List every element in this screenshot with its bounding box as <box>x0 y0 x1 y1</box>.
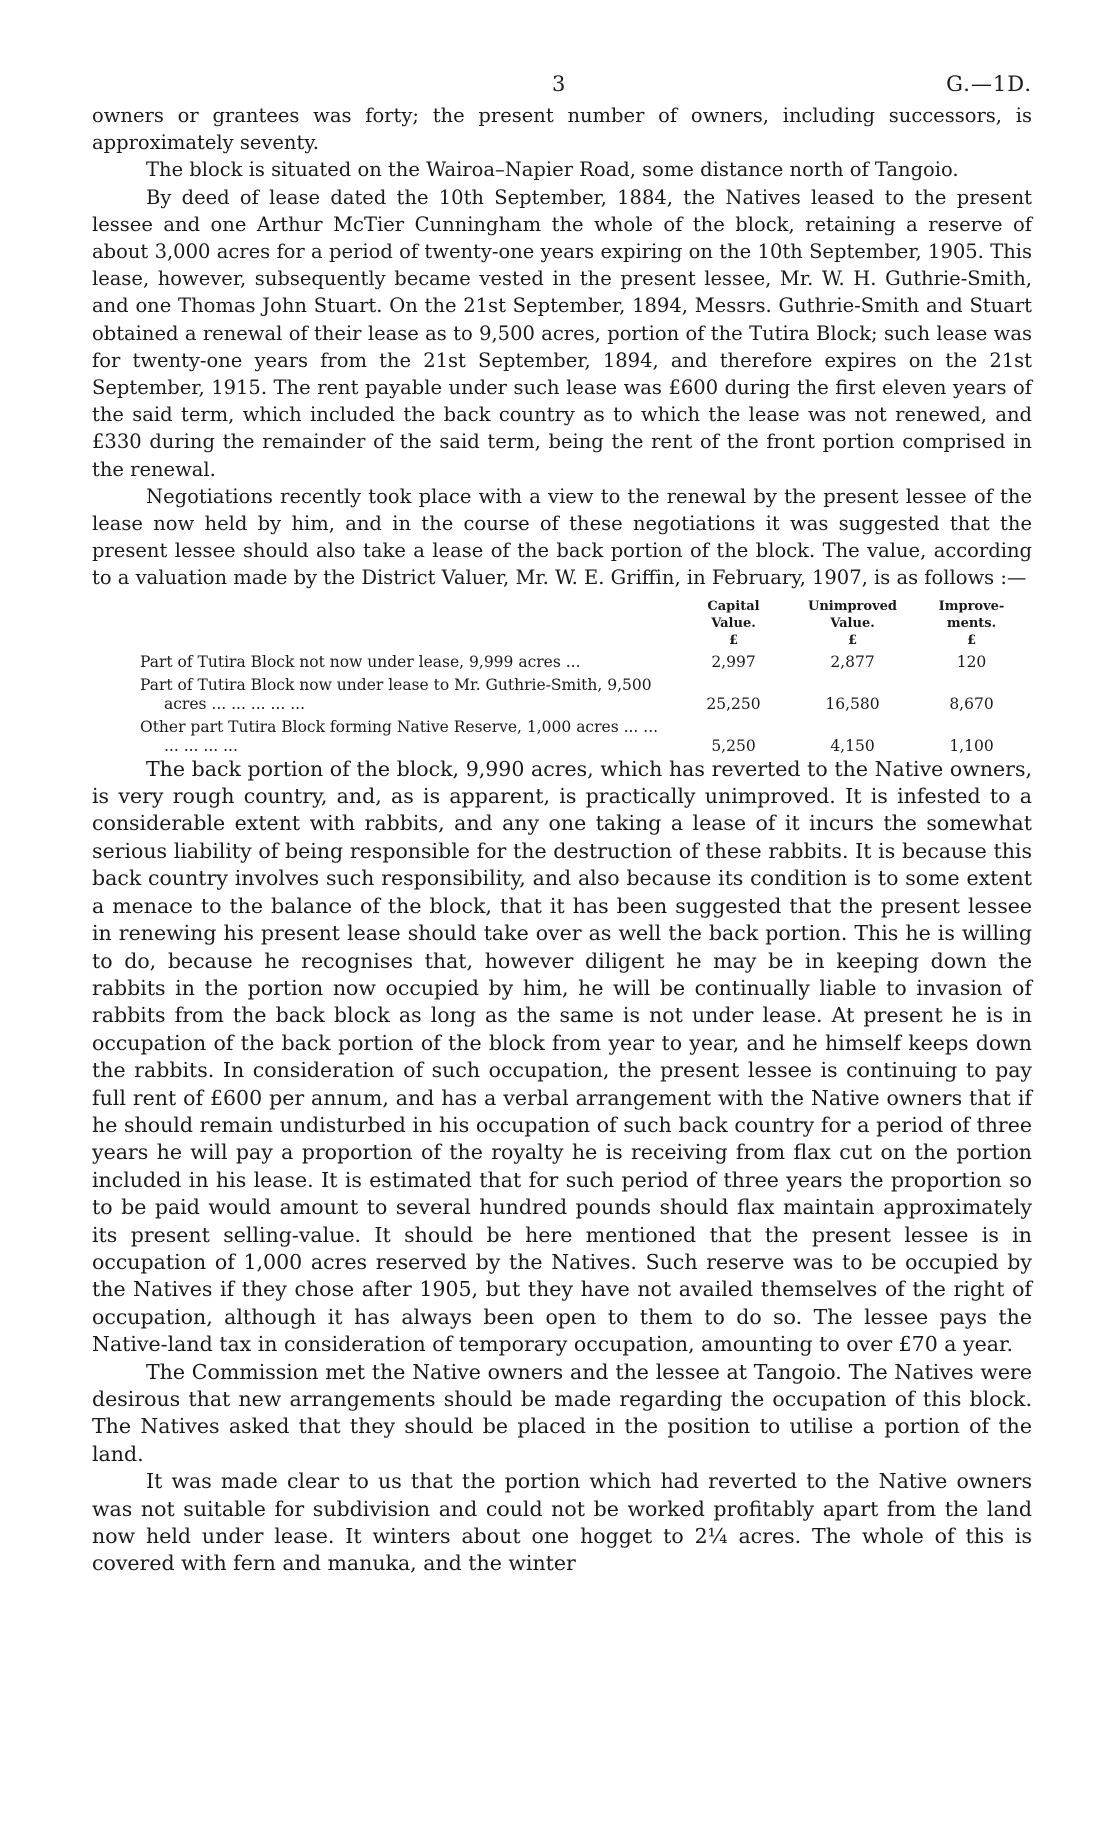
paragraph-negotiations: Negotiations recently took place with a view to the renewal by the present lessee of the lease now held by him, and in the course of these negotiations it was suggested that the present lessee should also take a lease of the back portion of the block. The value, according to a valuation made by the District Valuer, Mr. W. E. Griffin, in February, 1907, is as follows :— <box>92 484 1032 590</box>
page-header <box>92 72 1032 102</box>
document-code: G.—1D. <box>946 72 1032 96</box>
row-unimproved-value: 2,877 <box>830 652 875 671</box>
paragraph-subdivision: It was made clear to us that the portion which had reverted to the Native owners was not suitable for subdivision and could not be worked profitably apart from the land now held under lease. It winters about one hogget to 2¼ acres. The whole of this is covered with fern and manuka, and the winter <box>92 1469 1032 1576</box>
paragraph-location: The block is situated on the Wairoa–Napier Road, some distance north of Tangoio. <box>146 158 959 182</box>
row-capital-value: 2,997 <box>711 652 756 671</box>
page-number: 3 <box>552 72 566 96</box>
document-page <box>92 72 1032 1578</box>
row-unimproved-value: 4,150 <box>830 736 875 755</box>
row-improvements-value: 1,100 <box>949 736 994 755</box>
table-row <box>92 653 1032 672</box>
row-capital-value: 25,250 <box>706 694 761 713</box>
row-description: Part of Tutira Block now under lease to Mr. Guthrie-Smith, 9,500 acres ... ... ... ... ... <box>140 675 652 713</box>
valuation-table <box>92 598 1032 756</box>
paragraph-continuation: owners or grantees was forty; the present number of owners, including successors, is approximately seventy. <box>92 104 1032 155</box>
paragraph-commission-meeting: The Commission met the Native owners and the lessee at Tangoio. The Natives were desirous that new arrangements should be made regarding the occupation of this block. The Natives asked that they should be placed in the position to utilise a portion of the land. <box>92 1359 1032 1466</box>
row-improvements-value: 120 <box>956 652 987 671</box>
column-header-improvements: Improve- ments. £ <box>938 598 1005 648</box>
column-header-unimproved: Unimproved Value. £ <box>807 598 897 648</box>
row-improvements-value: 8,670 <box>949 694 994 713</box>
row-unimproved-value: 16,580 <box>825 694 880 713</box>
paragraph-lease-history: By deed of lease dated the 10th September, 1884, the Natives leased to the present lessee and one Arthur McTier Cunningham the whole of the block, retaining a reserve of about 3,000 acres for a period of twenty-one years expiring on the 10th September, 1905. This lease, however, subsequently became vested in the present lessee, Mr. W. H. Guthrie-Smith, and one Thomas John Stuart. On the 21st September, 1894, Messrs. Guthrie-Smith and Stuart obtained a renewal of their lease as to 9,500 acres, portion of the Tutira Block; such lease was for twenty-one years from the 21st September, 1894, and therefore expires on the 21st September, 1915. The rent payable under such lease was £600 during the first eleven years of the said term, which included the back country as to which the lease was not renewed, and £330 during the remainder of the said term, being the rent of the front portion comprised in the renewal. <box>92 185 1032 481</box>
table-row <box>92 676 1032 714</box>
paragraph-back-portion: The back portion of the block, 9,990 acres, which has reverted to the Native owners, is very rough country, and, as is apparent, is practically unimproved. It is infested to a considerable extent with rabbits, and any one taking a lease of it incurs the somewhat serious liability of being responsible for the destruction of these rabbits. It is because this back country involves such responsibility, and also because its condition is to some extent a menace to the balance of the block, that it has been suggested that the present lessee in renewing his present lease should take over as well the back portion. This he is willing to do, because he recognises that, however diligent he may be in keeping down the rabbits in the portion now occupied by him, he will be continually liable to invasion of rabbits from the back block as long as the same is not under lease. At present he is in occupation of the back portion of the block from year to year, and he himself keeps down the rabbits. In consideration of such occupation, the present lessee is continuing to pay full rent of £600 per annum, and has a verbal arrangement with the Native owners that if he should remain undisturbed in his occupation of such back country for a period of three years he will pay a proportion of the royalty he is receiving from flax cut on the portion included in his lease. It is estimated that for such period of three years the proportion so to be paid would amount to several hundred pounds should flax maintain approximately its present selling-value. It should be here mentioned that the present lessee is in occupation of 1,000 acres reserved by the Natives. Such reserve was to be occupied by the Natives if they chose after 1905, but they have not availed themselves of the right of occupation, although it has always been open to them to do so. The lessee pays the Native-land tax in consideration of temporary occupation, amounting to over £70 a year. <box>92 756 1032 1357</box>
row-capital-value: 5,250 <box>711 736 756 755</box>
valuation-table-header <box>92 598 1032 649</box>
row-description: Other part Tutira Block forming Native Reserve, 1,000 acres ... ... ... ... ... ... <box>140 717 659 755</box>
column-header-capital: Capital Value. £ <box>707 598 760 648</box>
table-row <box>92 718 1032 756</box>
row-description: Part of Tutira Block not now under lease, 9,999 acres ... <box>140 652 581 671</box>
